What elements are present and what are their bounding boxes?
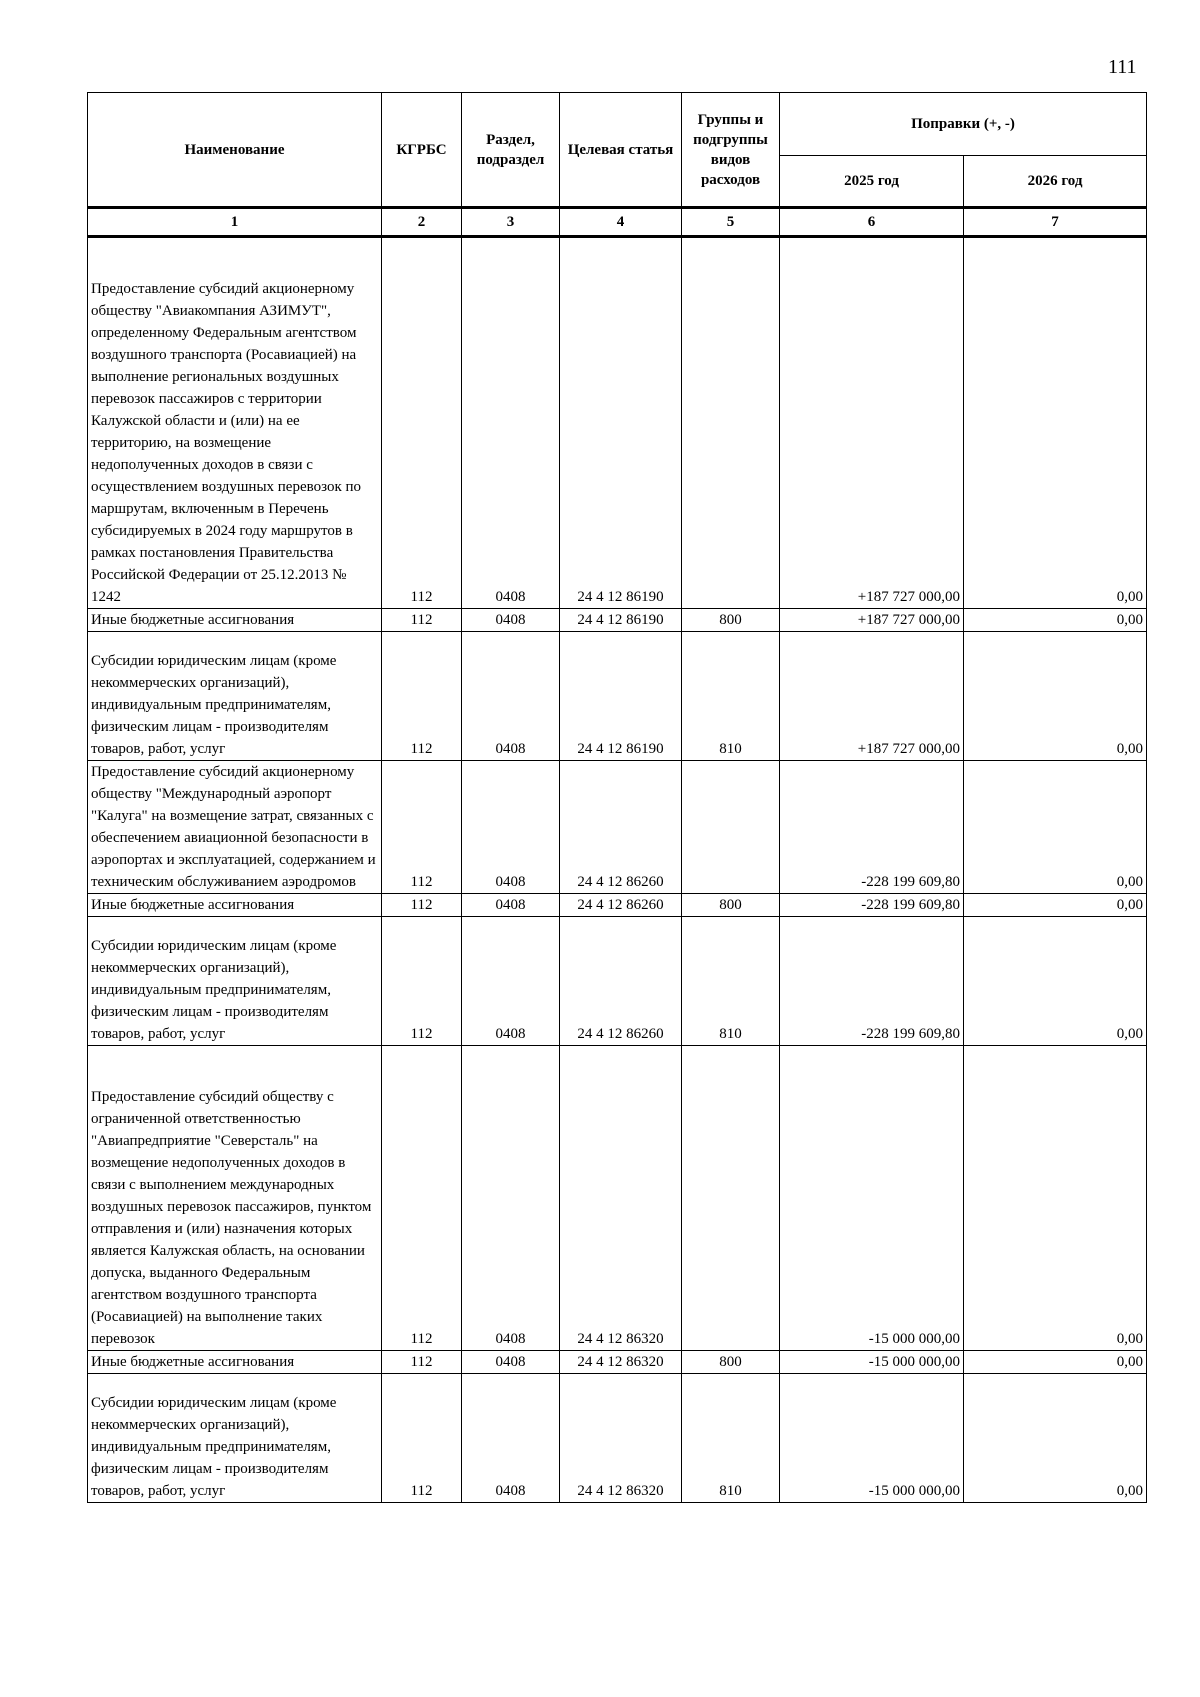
row-target: 24 4 12 86190 [560,609,682,632]
row-group: 800 [682,894,780,917]
row-group: 810 [682,1374,780,1503]
column-number: 7 [964,208,1147,237]
row-kgrbs: 112 [382,1046,462,1351]
header-target: Целевая статья [560,93,682,208]
row-name: Предоставление субсидий акционерному обществу "Международный аэропорт "Калуга" на возмещение затрат, связанных с обеспечением авиационной безопасности в аэропортах и эксплуатацией, содержанием и техническим обслуживанием аэродромов [88,761,382,894]
row-target: 24 4 12 86260 [560,917,682,1046]
header-groups: Группы и подгруппы видов расходов [682,93,780,208]
row-kgrbs: 112 [382,632,462,761]
row-group [682,761,780,894]
row-amount-2026: 0,00 [964,1046,1147,1351]
table-row [88,761,1147,894]
row-target: 24 4 12 86190 [560,632,682,761]
row-target: 24 4 12 86260 [560,761,682,894]
row-amount-2026: 0,00 [964,761,1147,894]
header-section: Раздел, подраздел [462,93,560,208]
row-section: 0408 [462,761,560,894]
row-amount-2026: 0,00 [964,1351,1147,1374]
row-amount-2026: 0,00 [964,632,1147,761]
row-amount-2026: 0,00 [964,917,1147,1046]
row-target: 24 4 12 86320 [560,1351,682,1374]
header-amendments: Поправки (+, -) [780,93,1147,156]
header-name: Наименование [88,93,382,208]
table-row [88,917,1147,1046]
row-name: Предоставление субсидий акционерному обществу "Авиакомпания АЗИМУТ", определенному Федеральным агентством воздушного транспорта (Росавиацией) на выполнение региональных воздушных перевозок пассажиров с территории Калужской области и (или) на ее территорию, на возмещение недополученных доходов в связи с осуществлением воздушных перевозок по маршрутам, включенным в Перечень субсидируемых в 2024 году маршрутов в рамках постановления Правительства Российской Федерации от 25.12.2013 № 1242 [88,237,382,609]
row-amount-2025: -228 199 609,80 [780,894,964,917]
column-number: 1 [88,208,382,237]
row-amount-2025: -228 199 609,80 [780,761,964,894]
row-section: 0408 [462,1351,560,1374]
table-row [88,1351,1147,1374]
row-kgrbs: 112 [382,1374,462,1503]
row-group [682,237,780,609]
row-amount-2026: 0,00 [964,1374,1147,1503]
row-name: Иные бюджетные ассигнования [88,609,382,632]
row-target: 24 4 12 86320 [560,1374,682,1503]
row-amount-2026: 0,00 [964,609,1147,632]
column-number: 3 [462,208,560,237]
row-section: 0408 [462,1374,560,1503]
row-kgrbs: 112 [382,894,462,917]
row-section: 0408 [462,917,560,1046]
column-number: 2 [382,208,462,237]
row-section: 0408 [462,609,560,632]
header-year-2025: 2025 год [780,156,964,208]
row-section: 0408 [462,1046,560,1351]
table-row [88,1046,1147,1351]
column-numbers-row [88,208,1147,237]
row-amount-2025: +187 727 000,00 [780,609,964,632]
row-amount-2025: +187 727 000,00 [780,237,964,609]
row-kgrbs: 112 [382,609,462,632]
row-kgrbs: 112 [382,237,462,609]
row-amount-2025: -15 000 000,00 [780,1374,964,1503]
header-year-2026: 2026 год [964,156,1147,208]
row-name: Субсидии юридическим лицам (кроме некоммерческих организаций), индивидуальным предпринимателям, физическим лицам - производителям товаров, работ, услуг [88,632,382,761]
row-section: 0408 [462,237,560,609]
row-name: Субсидии юридическим лицам (кроме некоммерческих организаций), индивидуальным предпринимателям, физическим лицам - производителям товаров, работ, услуг [88,1374,382,1503]
row-section: 0408 [462,894,560,917]
row-kgrbs: 112 [382,761,462,894]
column-number: 5 [682,208,780,237]
row-amount-2025: +187 727 000,00 [780,632,964,761]
table-row [88,1374,1147,1503]
row-amount-2025: -228 199 609,80 [780,917,964,1046]
row-target: 24 4 12 86320 [560,1046,682,1351]
row-amount-2026: 0,00 [964,237,1147,609]
row-group [682,1046,780,1351]
table-row [88,894,1147,917]
row-kgrbs: 112 [382,1351,462,1374]
column-number: 4 [560,208,682,237]
row-group: 800 [682,1351,780,1374]
row-name: Иные бюджетные ассигнования [88,894,382,917]
row-section: 0408 [462,632,560,761]
row-amount-2025: -15 000 000,00 [780,1046,964,1351]
row-amount-2026: 0,00 [964,894,1147,917]
row-group: 810 [682,917,780,1046]
row-amount-2025: -15 000 000,00 [780,1351,964,1374]
table-row [88,609,1147,632]
row-group: 810 [682,632,780,761]
page-number: 111 [1108,56,1137,78]
row-target: 24 4 12 86260 [560,894,682,917]
row-group: 800 [682,609,780,632]
header-kgrbs: КГРБС [382,93,462,208]
table-row [88,632,1147,761]
table-body [88,237,1147,1503]
column-number: 6 [780,208,964,237]
row-target: 24 4 12 86190 [560,237,682,609]
budget-table [87,92,1147,1503]
row-name: Предоставление субсидий обществу с ограниченной ответственностью "Авиапредприятие "Северсталь" на возмещение недополученных доходов в связи с выполнением международных воздушных перевозок пассажиров, пунктом отправления и (или) назначения которых является Калужская область, на основании допуска, выданного Федеральным агентством воздушного транспорта (Росавиацией) на выполнение таких перевозок [88,1046,382,1351]
row-name: Субсидии юридическим лицам (кроме некоммерческих организаций), индивидуальным предпринимателям, физическим лицам - производителям товаров, работ, услуг [88,917,382,1046]
row-kgrbs: 112 [382,917,462,1046]
table-row [88,237,1147,609]
row-name: Иные бюджетные ассигнования [88,1351,382,1374]
